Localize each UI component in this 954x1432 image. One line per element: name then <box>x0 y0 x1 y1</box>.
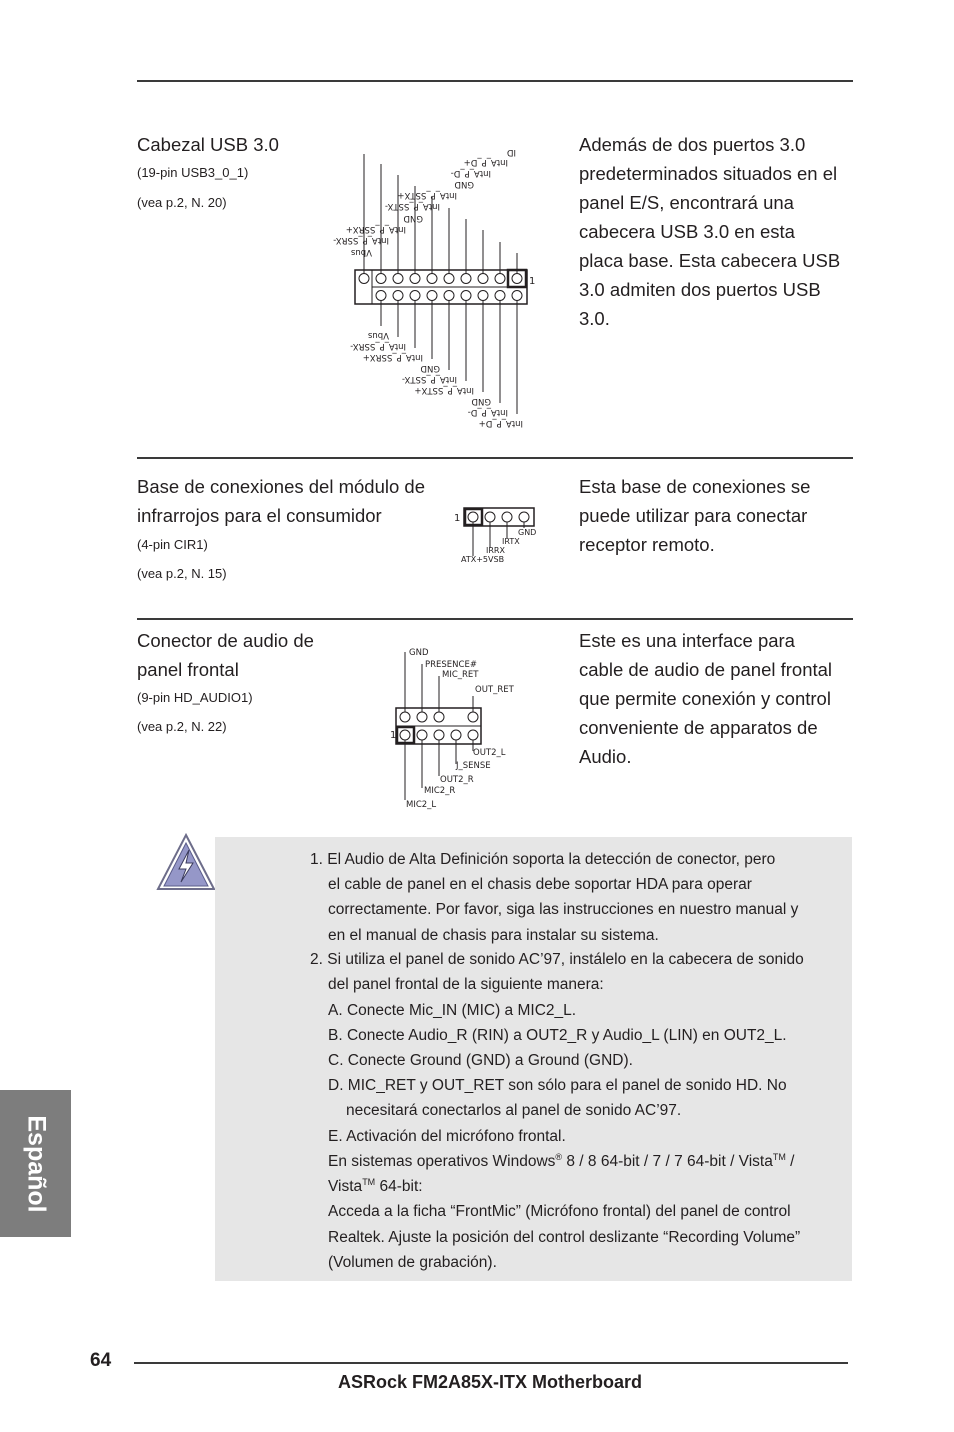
cir-ref: (vea p.2, N. 15) <box>137 566 227 581</box>
note-line: Realtek. Ajuste la posición del control deslizante “Recording Volume” <box>328 1229 801 1246</box>
usb3-pin <box>478 291 488 301</box>
usb3-pin <box>427 274 437 284</box>
footer-title: ASRock FM2A85X-ITX Motherboard <box>338 1372 643 1392</box>
usb3-desc-line: cabecera USB 3.0 en esta <box>579 221 795 242</box>
warning-icon <box>155 832 217 892</box>
audio-ref: (vea p.2, N. 22) <box>137 719 227 734</box>
usb3-pin <box>444 291 454 301</box>
note-line: correctamente. Por favor, siga las instrucciones en nuestro manual y <box>328 901 799 918</box>
usb3-pin <box>410 274 420 284</box>
audio-title-line: panel frontal <box>137 659 239 680</box>
usb3-title: Cabezal USB 3.0 <box>137 134 279 155</box>
note-line: (Volumen de grabación). <box>328 1254 497 1271</box>
note-line: Acceda a la ficha “FrontMic” (Micrófono frontal) del panel de control <box>328 1203 791 1220</box>
note-text: En sistemas operativos Windows <box>328 1153 556 1170</box>
cir-label: ATX+5VSB <box>461 555 505 564</box>
audio-bottom-label: OUT2_R <box>440 775 474 785</box>
note-line: necesitará conectarlos al panel de sonido AC’97. <box>346 1102 682 1119</box>
usb3-desc-line: panel E/S, encontrará una <box>579 192 794 213</box>
usb3-pin <box>393 274 403 284</box>
warning-triangle-icon <box>155 832 217 892</box>
audio-pin <box>451 730 461 740</box>
usb3-pin <box>495 291 505 301</box>
usb3-pin <box>512 274 522 284</box>
divider-rule-1 <box>137 457 853 459</box>
cir-label: IRTX <box>502 537 520 546</box>
audio-pin-label: (9-pin HD_AUDIO1) <box>137 690 253 705</box>
audio-pin <box>417 730 427 740</box>
usb3-bottom-label: IntA_P_D- <box>467 407 508 417</box>
trademark-mark: TM <box>362 1176 376 1187</box>
note-line: A. Conecte Mic_IN (MIC) a MIC2_L. <box>328 1002 577 1019</box>
usb3-bottom-label: IntA_P_SSTX+ <box>414 385 474 395</box>
note-line: E. Activación del micrófono frontal. <box>328 1128 566 1145</box>
usb3-pin <box>376 274 386 284</box>
cir-pin <box>468 512 478 522</box>
usb3-pin <box>495 274 505 284</box>
footer-rule <box>134 1362 848 1364</box>
audio-bottom-label: MIC2_L <box>406 800 437 810</box>
usb3-desc-line: Además de dos puertos 3.0 <box>579 134 806 155</box>
note-line: B. Conecte Audio_R (RIN) a OUT2_R y Audio_L (LIN) en OUT2_L. <box>328 1027 787 1044</box>
usb3-top-label: IntA_P_SSTX- <box>384 201 440 211</box>
cir-description <box>579 472 864 559</box>
usb3-top-label: ID <box>506 147 516 157</box>
usb3-pin <box>393 291 403 301</box>
cir-desc-line: Esta base de conexiones se <box>579 476 811 497</box>
usb3-header-diagram <box>310 140 560 435</box>
audio-top-label: GND <box>409 648 429 658</box>
note-text: 64-bit: <box>375 1178 423 1195</box>
note-text: / <box>785 1153 795 1170</box>
top-rule <box>137 80 853 82</box>
audio-pin <box>400 730 410 740</box>
usb3-pin <box>444 274 454 284</box>
usb3-top-label: IntA_P_D+ <box>463 157 508 167</box>
cir-title-line: infrarrojos para el consumidor <box>137 505 382 526</box>
usb3-description <box>579 130 864 333</box>
usb3-pin1-label: 1 <box>529 276 536 287</box>
usb3-pin <box>427 291 437 301</box>
audio-header-diagram <box>380 640 530 815</box>
audio-pin <box>417 712 427 722</box>
usb3-bottom-label: GND <box>420 363 440 373</box>
audio-desc-line: cable de audio de panel frontal <box>579 659 833 680</box>
audio-pin <box>434 730 444 740</box>
audio-pin <box>400 712 410 722</box>
usb3-pin <box>410 291 420 301</box>
usb3-bottom-label: Vbus <box>367 330 389 340</box>
audio-top-label: OUT_RET <box>475 685 514 695</box>
audio-bottom-label: J_SENSE <box>456 761 491 771</box>
audio-top-label: MIC_RET <box>442 670 479 680</box>
note-line: D. MIC_RET y OUT_RET son sólo para el panel de sonido HD. No <box>328 1077 787 1094</box>
usb3-header-svg <box>310 140 560 435</box>
note-box <box>215 837 852 1281</box>
audio-desc-line: Audio. <box>579 746 632 767</box>
divider-rule-2 <box>137 618 853 620</box>
cir-title <box>137 472 425 530</box>
usb3-bottom-label: IntA_P_D+ <box>478 418 523 428</box>
trademark-mark: TM <box>772 1151 786 1162</box>
usb3-bottom-label: IntA_P_SSRX- <box>350 341 406 351</box>
usb3-ref: (vea p.2, N. 20) <box>137 195 227 210</box>
audio-header-svg <box>380 640 530 815</box>
note-line <box>328 1153 795 1171</box>
usb3-top-label: IntA_P_SSRX- <box>333 235 389 245</box>
audio-desc-line: conveniente de apparatos de <box>579 717 818 738</box>
cir-desc-line: puede utilizar para conectar <box>579 505 808 526</box>
cir-label: GND <box>518 528 537 537</box>
usb3-top-label: IntA_P_SSRX+ <box>345 224 406 234</box>
usb3-bottom-label: GND <box>471 396 491 406</box>
usb3-pin <box>376 291 386 301</box>
usb3-bottom-label: IntA_P_SSTX- <box>401 374 457 384</box>
usb3-top-label: GND <box>454 179 474 189</box>
usb3-desc-line: 3.0 admiten dos puertos USB <box>579 279 821 300</box>
cir-label: IRRX <box>486 546 505 555</box>
cir-pin <box>502 512 512 522</box>
note-line: el cable de panel en el chasis debe soportar HDA para operar <box>328 876 752 893</box>
usb3-pin-label: (19-pin USB3_0_1) <box>137 165 249 180</box>
audio-pin <box>468 712 478 722</box>
audio-pin <box>468 730 478 740</box>
usb3-pin <box>461 291 471 301</box>
note-line: 1. El Audio de Alta Definición soporta la detección de conector, pero <box>310 851 776 868</box>
audio-bottom-label: MIC2_R <box>424 786 456 796</box>
cir-pin <box>519 512 529 522</box>
language-side-tab <box>0 1090 71 1237</box>
usb3-desc-line: 3.0. <box>579 308 610 329</box>
audio-desc-line: Este es una interface para <box>579 630 795 651</box>
audio-description <box>579 626 864 771</box>
note-line: en el manual de chasis para instalar su sistema. <box>328 927 659 944</box>
cir-pin1-label: 1 <box>454 513 461 524</box>
note-line: del panel frontal de la siguiente manera: <box>328 976 604 993</box>
usb3-top-label: Vbus <box>350 247 372 257</box>
usb3-pin <box>461 274 471 284</box>
registered-mark: ® <box>555 1151 563 1162</box>
note-line <box>328 1178 423 1196</box>
cir-header-svg <box>450 500 560 570</box>
audio-top-label: PRESENCE# <box>425 660 477 670</box>
usb3-top-label: GND <box>403 213 423 223</box>
usb3-pin <box>478 274 488 284</box>
audio-title <box>137 626 314 684</box>
note-line: 2. Si utiliza el panel de sonido AC’97, instálelo en la cabecera de sonido <box>310 951 804 968</box>
usb3-desc-line: placa base. Esta cabecera USB <box>579 250 841 271</box>
audio-pin1-label: 1 <box>390 730 397 741</box>
note-text: Vista <box>328 1178 363 1195</box>
cir-title-line: Base de conexiones del módulo de <box>137 476 425 497</box>
note-line: C. Conecte Ground (GND) a Ground (GND). <box>328 1052 633 1069</box>
usb3-desc-line: predeterminados situados en el <box>579 163 838 184</box>
language-tab-label: Español <box>22 1114 50 1213</box>
note-text: 8 / 8 64-bit / 7 / 7 64-bit / Vista <box>562 1153 773 1170</box>
usb3-bottom-label: IntA_P_SSRX+ <box>362 352 423 362</box>
audio-title-line: Conector de audio de <box>137 630 314 651</box>
page-number: 64 <box>90 1350 112 1371</box>
audio-desc-line: que permite conexión y control <box>579 688 831 709</box>
cir-header-diagram <box>450 500 560 570</box>
usb3-pin <box>512 291 522 301</box>
usb3-pin <box>359 274 369 284</box>
usb3-top-label: IntA_P_D- <box>450 168 491 178</box>
cir-pin <box>485 512 495 522</box>
audio-bottom-label: OUT2_L <box>473 748 506 758</box>
cir-desc-line: receptor remoto. <box>579 534 715 555</box>
cir-pin-label: (4-pin CIR1) <box>137 537 208 552</box>
usb3-top-label: IntA_P_SSTX+ <box>397 190 457 200</box>
audio-pin <box>434 712 444 722</box>
